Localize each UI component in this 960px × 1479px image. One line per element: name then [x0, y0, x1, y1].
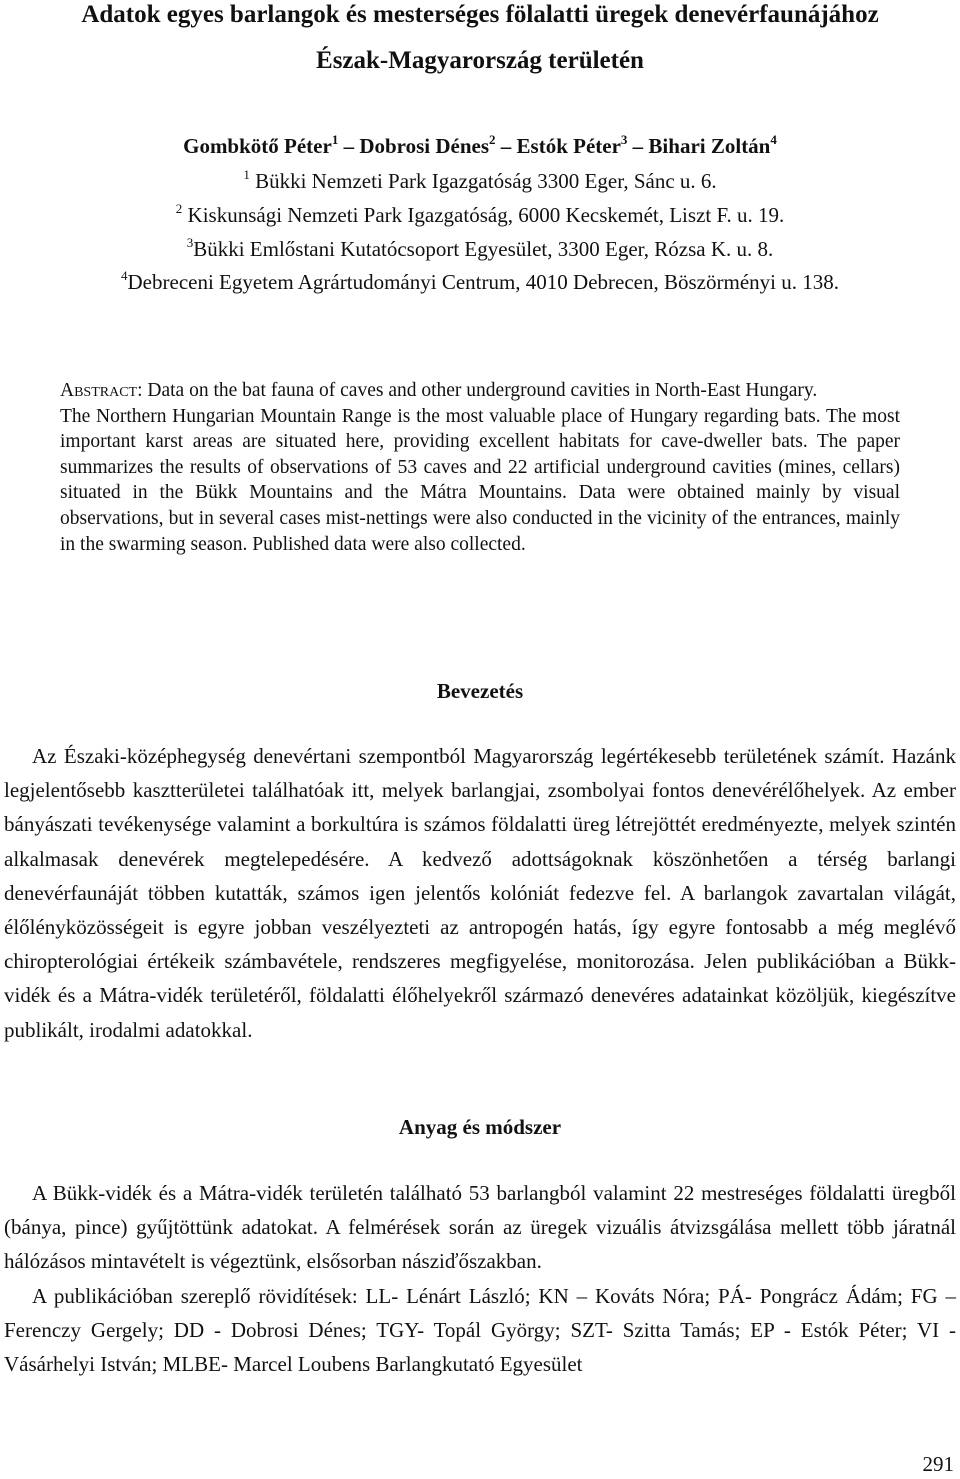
author-name: Bihari Zoltán	[648, 134, 771, 158]
affiliation-text: Kiskunsági Nemzeti Park Igazgatóság, 6000 Kecskemét, Liszt F. u. 19.	[187, 203, 785, 227]
author-name: Dobrosi Dénes	[359, 134, 490, 158]
affiliation-text: Bükki Nemzeti Park Igazgatóság 3300 Eger, Sánc u. 6.	[255, 169, 717, 193]
abstract	[60, 378, 900, 557]
author-affiliation-number: 3	[620, 132, 628, 147]
affiliation	[0, 167, 960, 195]
body-paragraph: Az Északi-középhegység denevértani szempontból Magyarország legértékesebb területének számít. Hazánk legjelentősebb kasztterületei találhatóak itt, melyek barlangjai, zsombolyai fontos denevérélőhelyek. Az ember bányászati tevékenysége valamint a borkultúra is számos földalatti üreg létrejöttét eredményezte, melyek szintén alkalmasak denevérek megtelepedésére. A kedvező adottságoknak köszönhetően a térség barlangi denevérfaunáját többen kutatták, számos igen jelentős kolóniát fedezve fel. A barlangok zavartalan világát, élőlényközösségeit is egyre jobban veszélyezteti az antropogén hatás, így egyre fontosabb a még meglévő chiropterológiai értékeik számbavétele, rendszeres megfigyelése, monitorozása. Jelen publikációban a Bükk-vidék és a Mátra-vidék területéről, földalatti élőhelyekről származó denevéres adatainkat közöljük, kiegészítve publikált, irodalmi adatokkal.	[4, 744, 956, 1042]
affiliation	[0, 235, 960, 263]
body-paragraph: A publikációban szereplő rövidítések: LL- Lénárt László; KN – Kováts Nóra; PÁ- Pongrácz Ádám; FG – Ferenczy Gergely; DD - Dobrosi Dénes; TGY- Topál György; SZT- Szitta Tamás; EP - Estók Péter; VI - Vásárhelyi István; MLBE- Marcel Loubens Barlangkutató Egyesület	[4, 1283, 956, 1377]
author-separator: –	[500, 134, 512, 158]
section-heading-methods: Anyag és módszer	[398, 1115, 562, 1139]
author-affiliation-number: 1	[331, 132, 339, 147]
abstract-body: The Northern Hungarian Mountain Range is the most valuable place of Hungary regarding bats. The most important karst areas are situated here, providing excellent habitats for cave-dweller bats. The paper summarizes the results of observations of 53 caves and 22 artificial underground cavities (mines, cellars) situated in the Bükk Mountains and the Mátra Mountains. Data were obtained mainly by visual observations, but in several cases mist-nettings were also conducted in the vicinity of the entrances, mainly in the swarming season. Published data were also collected.	[60, 405, 900, 555]
affiliation-number: 3	[186, 235, 194, 250]
abstract-first-paragraph	[60, 378, 900, 404]
affiliation-number: 2	[175, 201, 183, 216]
affiliation-text: Debreceni Egyetem Agrártudományi Centrum, 4010 Debrecen, Böszörményi u. 138.	[127, 270, 839, 294]
affiliation	[0, 268, 960, 296]
affiliation	[0, 201, 960, 229]
author-separator: –	[632, 134, 644, 158]
title-line-1: Adatok egyes barlangok és mesterséges fölalatti üregek denevérfaunájához	[81, 1, 879, 28]
author-name: Gombkötő Péter	[183, 134, 332, 158]
title-line-2: Észak-Magyarország területén	[316, 47, 644, 74]
author-name: Estók Péter	[516, 134, 621, 158]
introduction-section	[4, 739, 956, 1047]
affiliation-number: 4	[121, 268, 128, 283]
methods-section	[4, 1176, 956, 1381]
author-affiliation-number: 4	[770, 132, 777, 147]
author-list	[0, 132, 960, 160]
abstract-label: Abstract:	[60, 380, 143, 401]
body-paragraph: A Bükk-vidék és a Mátra-vidék területén található 53 barlangból valamint 22 mestreséges földalatti üregből (bánya, pince) gyűjtöttünk adatokat. A felmérések során az üregek vizuális átvizsgálása mellett több járatnál hálózásos mintavételt is végeztünk, elsősorban násziďőszakban.	[4, 1181, 956, 1274]
affiliation-number: 1	[243, 167, 250, 182]
author-separator: –	[343, 134, 355, 158]
page-number: 291	[922, 1452, 954, 1476]
author-affiliation-number: 2	[489, 132, 496, 147]
affiliation-text: Bükki Emlőstani Kutatócsoport Egyesület, 3300 Eger, Rózsa K. u. 8.	[193, 237, 774, 261]
abstract-summary: Data on the bat fauna of caves and other underground cavities in North-East Hungary.	[147, 380, 818, 401]
section-heading-introduction: Bevezetés	[436, 679, 524, 703]
